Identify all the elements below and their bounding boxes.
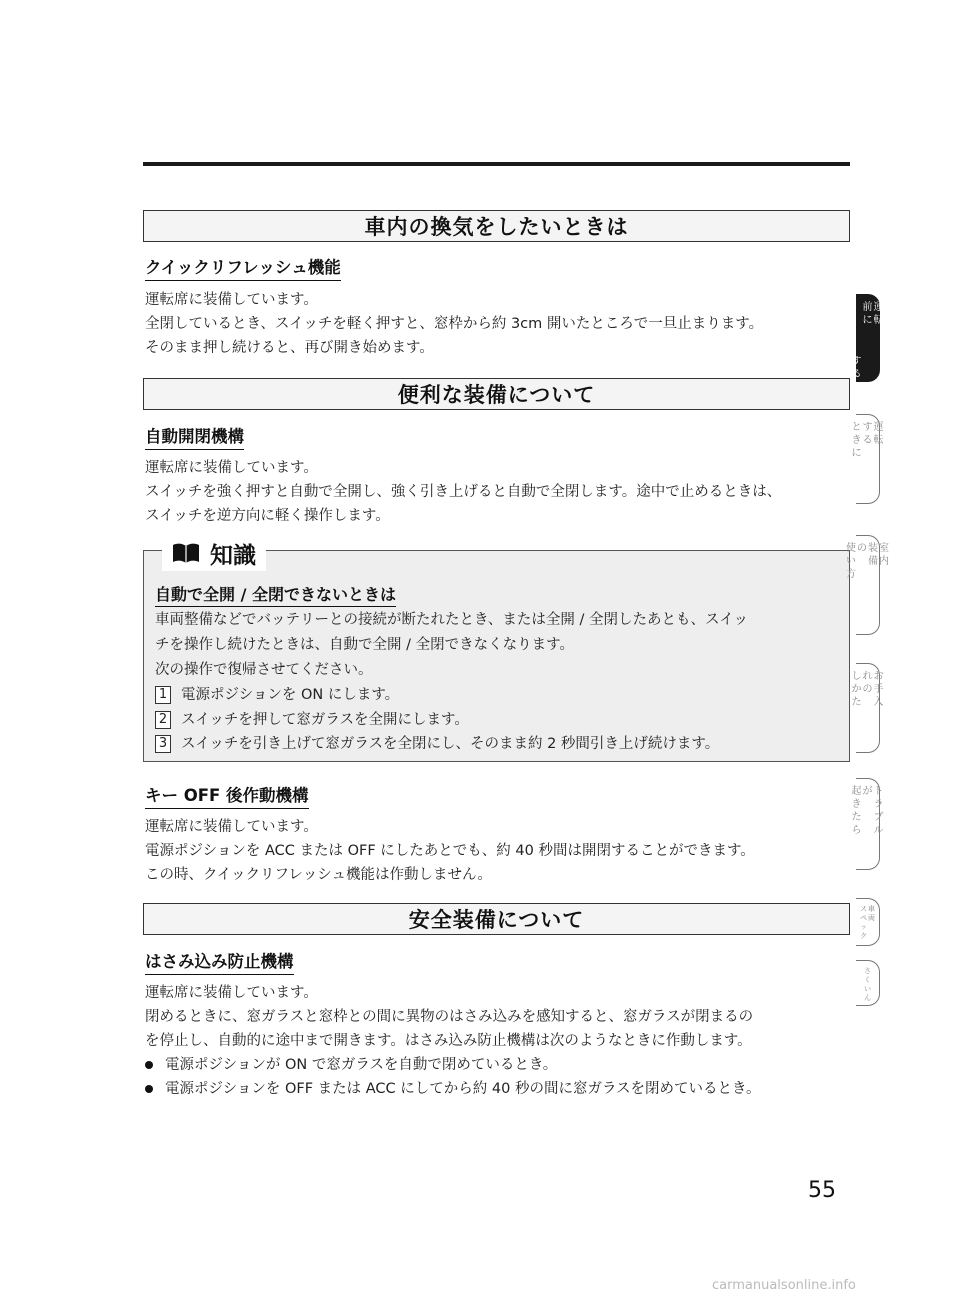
paragraph-auto-open-close: 運転席に装備しています。 スイッチを強く押すと自動で全開し、強く引き上げると自動で全閉します。途中で止めるときは、 スイッチを逆方向に軽く操作します。 <box>145 460 782 524</box>
subheading-quick-refresh: クイックリフレッシュ機能 <box>145 258 341 281</box>
tab-before-driving[interactable]: 運 転 前 に す る <box>856 294 880 382</box>
note-subheading: 自動で全開 / 全閉できないときは <box>155 585 396 607</box>
note-step <box>155 685 399 705</box>
book-icon <box>172 542 200 564</box>
section-title-convenience: 便利な装備について <box>143 378 850 410</box>
tab-index[interactable]: さ く い ん <box>856 960 880 1006</box>
page-number: 55 <box>808 1178 836 1203</box>
knowledge-note-header <box>162 535 266 571</box>
paragraph-anti-pinch: 運転席に装備しています。 閉めるときに、窓ガラスと窓枠との間に異物のはさみ込みを感知すると、窓ガラスが閉まるの を停止し、自動的に途中まで開きます。はさみ込み防止機構は次のようなときに作動します。 <box>145 985 754 1049</box>
step-text: スイッチを引き上げて窓ガラスを全閉にし、そのまま約 2 秒間引き上げ続けます。 <box>181 736 720 752</box>
note-step <box>155 734 719 754</box>
bullet-item: 電源ポジションが ON で窓ガラスを自動で閉めているとき。 <box>145 1055 557 1075</box>
note-step <box>155 710 469 730</box>
section-title-ventilation: 車内の換気をしたいときは <box>143 210 850 242</box>
knowledge-note-title: 知識 <box>210 542 256 569</box>
subheading-anti-pinch: はさみ込み防止機構 <box>145 952 294 975</box>
paragraph-quick-refresh: 運転席に装備しています。 全閉しているとき、スイッチを軽く押すと、窓枠から約 3cm 開いたところで一旦止まります。 そのまま押し続けると、再び開き始めます。 <box>145 292 764 356</box>
bullet-dot-icon <box>145 1085 153 1093</box>
top-rule <box>143 162 850 166</box>
step-number: 2 <box>155 711 171 729</box>
step-text: 電源ポジションを ON にします。 <box>181 687 400 703</box>
tab-interior-equipment[interactable]: 室 内 装 備 の 使 い 方 <box>856 535 880 635</box>
section-title-safety: 安全装備について <box>143 903 850 935</box>
step-number: 3 <box>155 735 171 753</box>
bullet-item: 電源ポジションを OFF または ACC にしてから約 40 秒の間に窓ガラスを閉めているとき。 <box>145 1079 760 1099</box>
tab-maintenance[interactable]: お 手 入 れ の し か た <box>856 663 880 753</box>
subheading-key-off: キー OFF 後作動機構 <box>145 786 309 809</box>
bullet-dot-icon <box>145 1061 153 1069</box>
step-number: 1 <box>155 686 171 704</box>
subheading-auto-open-close: 自動開閉機構 <box>145 427 244 450</box>
note-paragraph: 車両整備などでバッテリーとの接続が断たれたとき、または全開 / 全閉したあとも、スイッ チを操作し続けたときは、自動で全開 / 全閉できなくなります。 次の操作で復帰させてください。 <box>155 612 748 678</box>
watermark: carmanualsonline.info <box>712 1278 856 1293</box>
step-text: スイッチを押して窓ガラスを全開にします。 <box>181 712 469 728</box>
tab-when-driving[interactable]: 運 転 す る と き に <box>856 414 880 504</box>
tab-troubleshooting[interactable]: ト ラ ブ ル が 起 き た ら <box>856 778 880 870</box>
paragraph-key-off: 運転席に装備しています。 電源ポジションを ACC または OFF にしたあとでも、約 40 秒間は開閉することができます。 この時、クイックリフレッシュ機能は作動しません。 <box>145 819 755 883</box>
tab-vehicle-specs[interactable]: 車 両 ス ペ ッ ク <box>856 898 880 946</box>
